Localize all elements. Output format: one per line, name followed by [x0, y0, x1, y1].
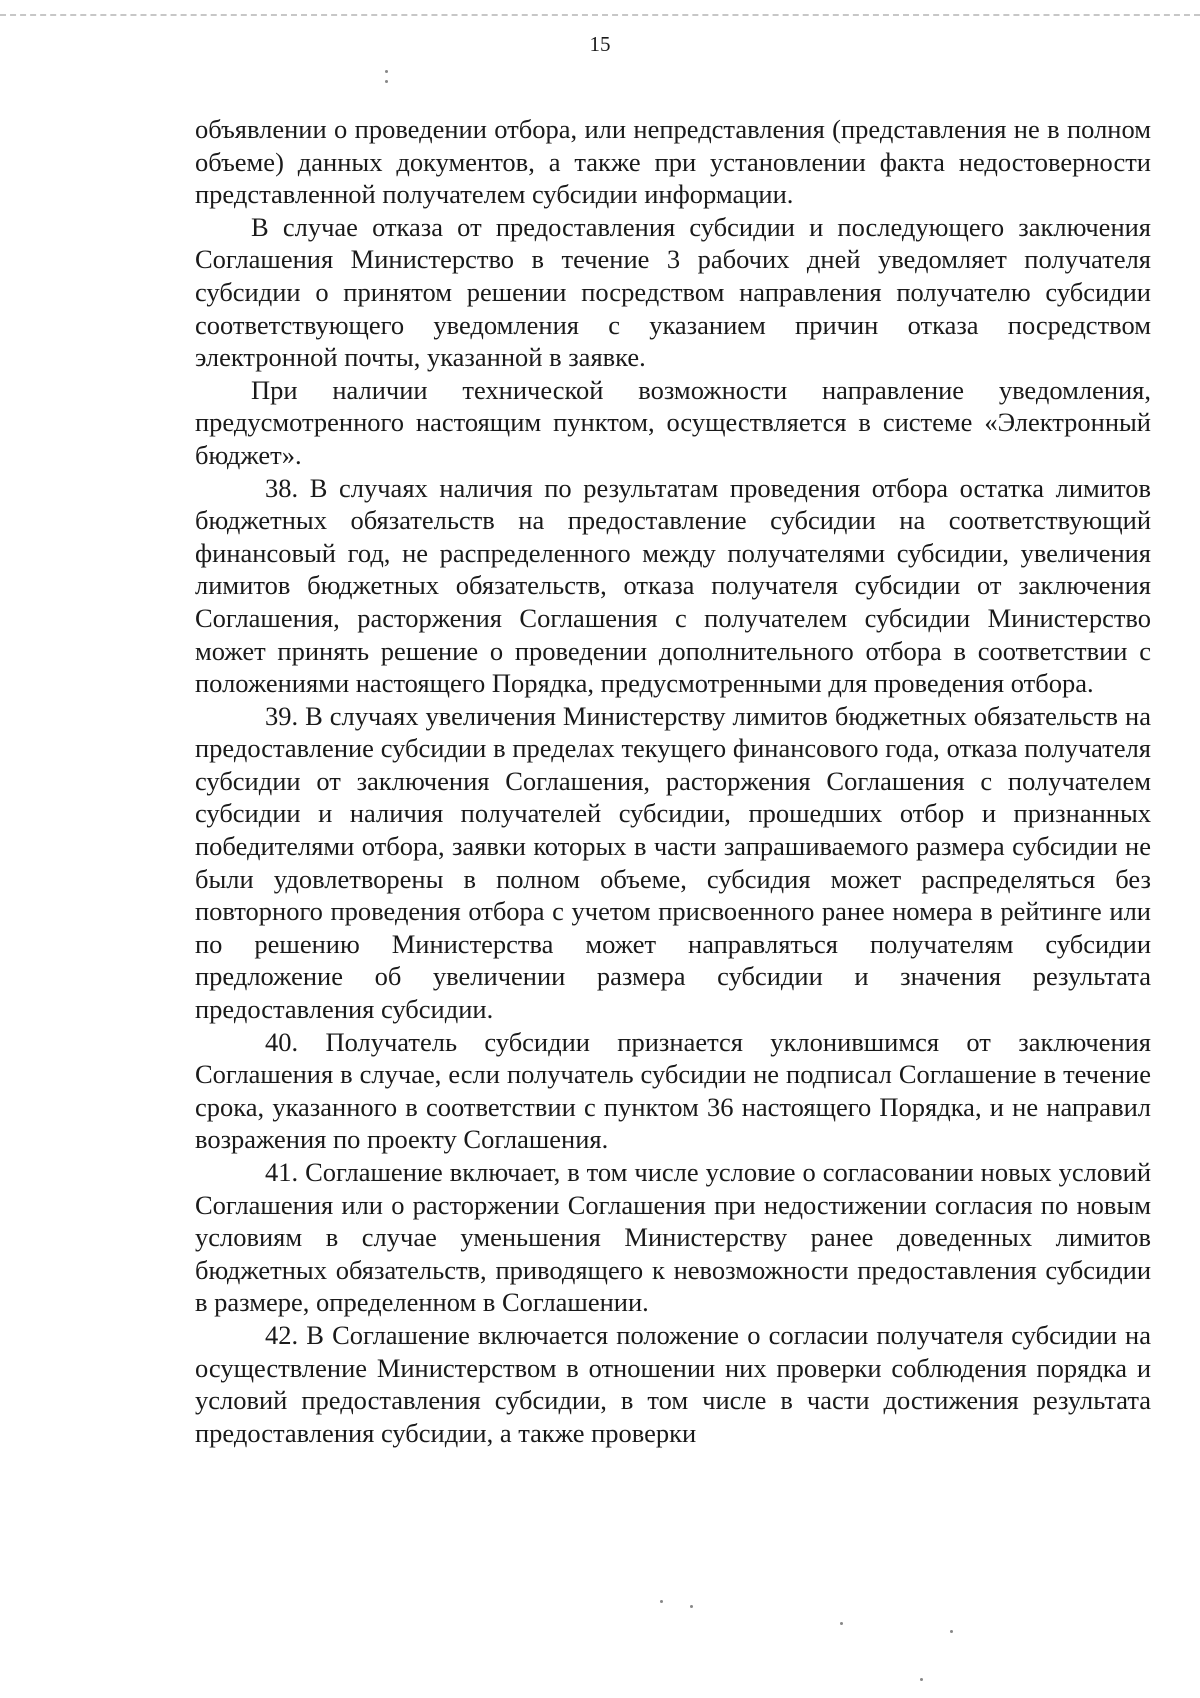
clause-40: 40. Получатель субсидии признается уклонившимся от заключения Соглашения в случае, если получатель субсидии не подписал Соглашение в течение срока, указанного в соответствии с пунктом 36 настоящего Порядка, и не направил возражения по проекту Соглашения. [195, 1026, 1151, 1155]
paragraph-electronic-budget: При наличии технической возможности направление уведомления, предусмотренного настоящим пунктом, осуществляется в системе «Электронный бюджет». [195, 374, 1151, 470]
scan-speck [920, 1678, 923, 1681]
clause-38: 38. В случаях наличия по результатам проведения отбора остатка лимитов бюджетных обязательств на предоставление субсидии на соответствующий финансовый год, не распределенного между получателями субсидии, увеличения лимитов бюджетных обязательств, отказа получателя субсидии от заключения Соглашения, расторжения Соглашения с получателем субсидии Министерство может принять решение о проведении дополнительного отбора в соответствии с положениями настоящего Порядка, предусмотренными для проведения отбора. [195, 472, 1151, 699]
scan-speck [385, 80, 388, 83]
scan-speck [840, 1622, 843, 1625]
scan-edge-line [0, 14, 1200, 16]
scan-speck [385, 70, 388, 73]
clause-41: 41. Соглашение включает, в том числе условие о согласовании новых условий Соглашения или о расторжении Соглашения при недостижении согласия по новым условиям в случае уменьшения Министерству ранее доведенных лимитов бюджетных обязательств, приводящего к невозможности предоставления субсидии в размере, определенном в Соглашении. [195, 1157, 1151, 1318]
paragraph-refusal-notice: В случае отказа от предоставления субсидии и последующего заключения Соглашения Министерство в течение 3 рабочих дней уведомляет получателя субсидии о принятом решении посредством направления получателю субсидии соответствующего уведомления с указанием причин отказа посредством электронной почты, указанной в заявке. [195, 211, 1151, 373]
document-body [195, 113, 1151, 1449]
clause-42: 42. В Соглашение включается положение о согласии получателя субсидии на осуществление Министерством в отношении них проверки соблюдения порядка и условий предоставления субсидии, в том числе в части достижения результата предоставления субсидии, а также проверки [195, 1319, 1151, 1448]
scan-speck [660, 1600, 663, 1603]
page-number: 15 [589, 32, 611, 56]
paragraph-continuation: объявлении о проведении отбора, или непредставления (представления не в полном объеме) данных документов, а также при установлении факта недостоверности представленной получателем субсидии информации. [195, 114, 1151, 210]
clause-39: 39. В случаях увеличения Министерству лимитов бюджетных обязательств на предоставление субсидии в пределах текущего финансового года, отказа получателя субсидии от заключения Соглашения, расторжения Соглашения с получателем субсидии и наличия получателей субсидии, прошедших отбор и признанных победителями отбора, заявки которых в части запрашиваемого размера субсидии не были удовлетворены в полном объеме, субсидия может распределяться без повторного проведения отбора с учетом присвоенного ранее номера в рейтинге или по решению Министерства может направляться получателям субсидии предложение об увеличении размера субсидии и значения результата предоставления субсидии. [195, 700, 1151, 1025]
scan-speck [690, 1605, 693, 1608]
scan-speck [950, 1630, 953, 1633]
